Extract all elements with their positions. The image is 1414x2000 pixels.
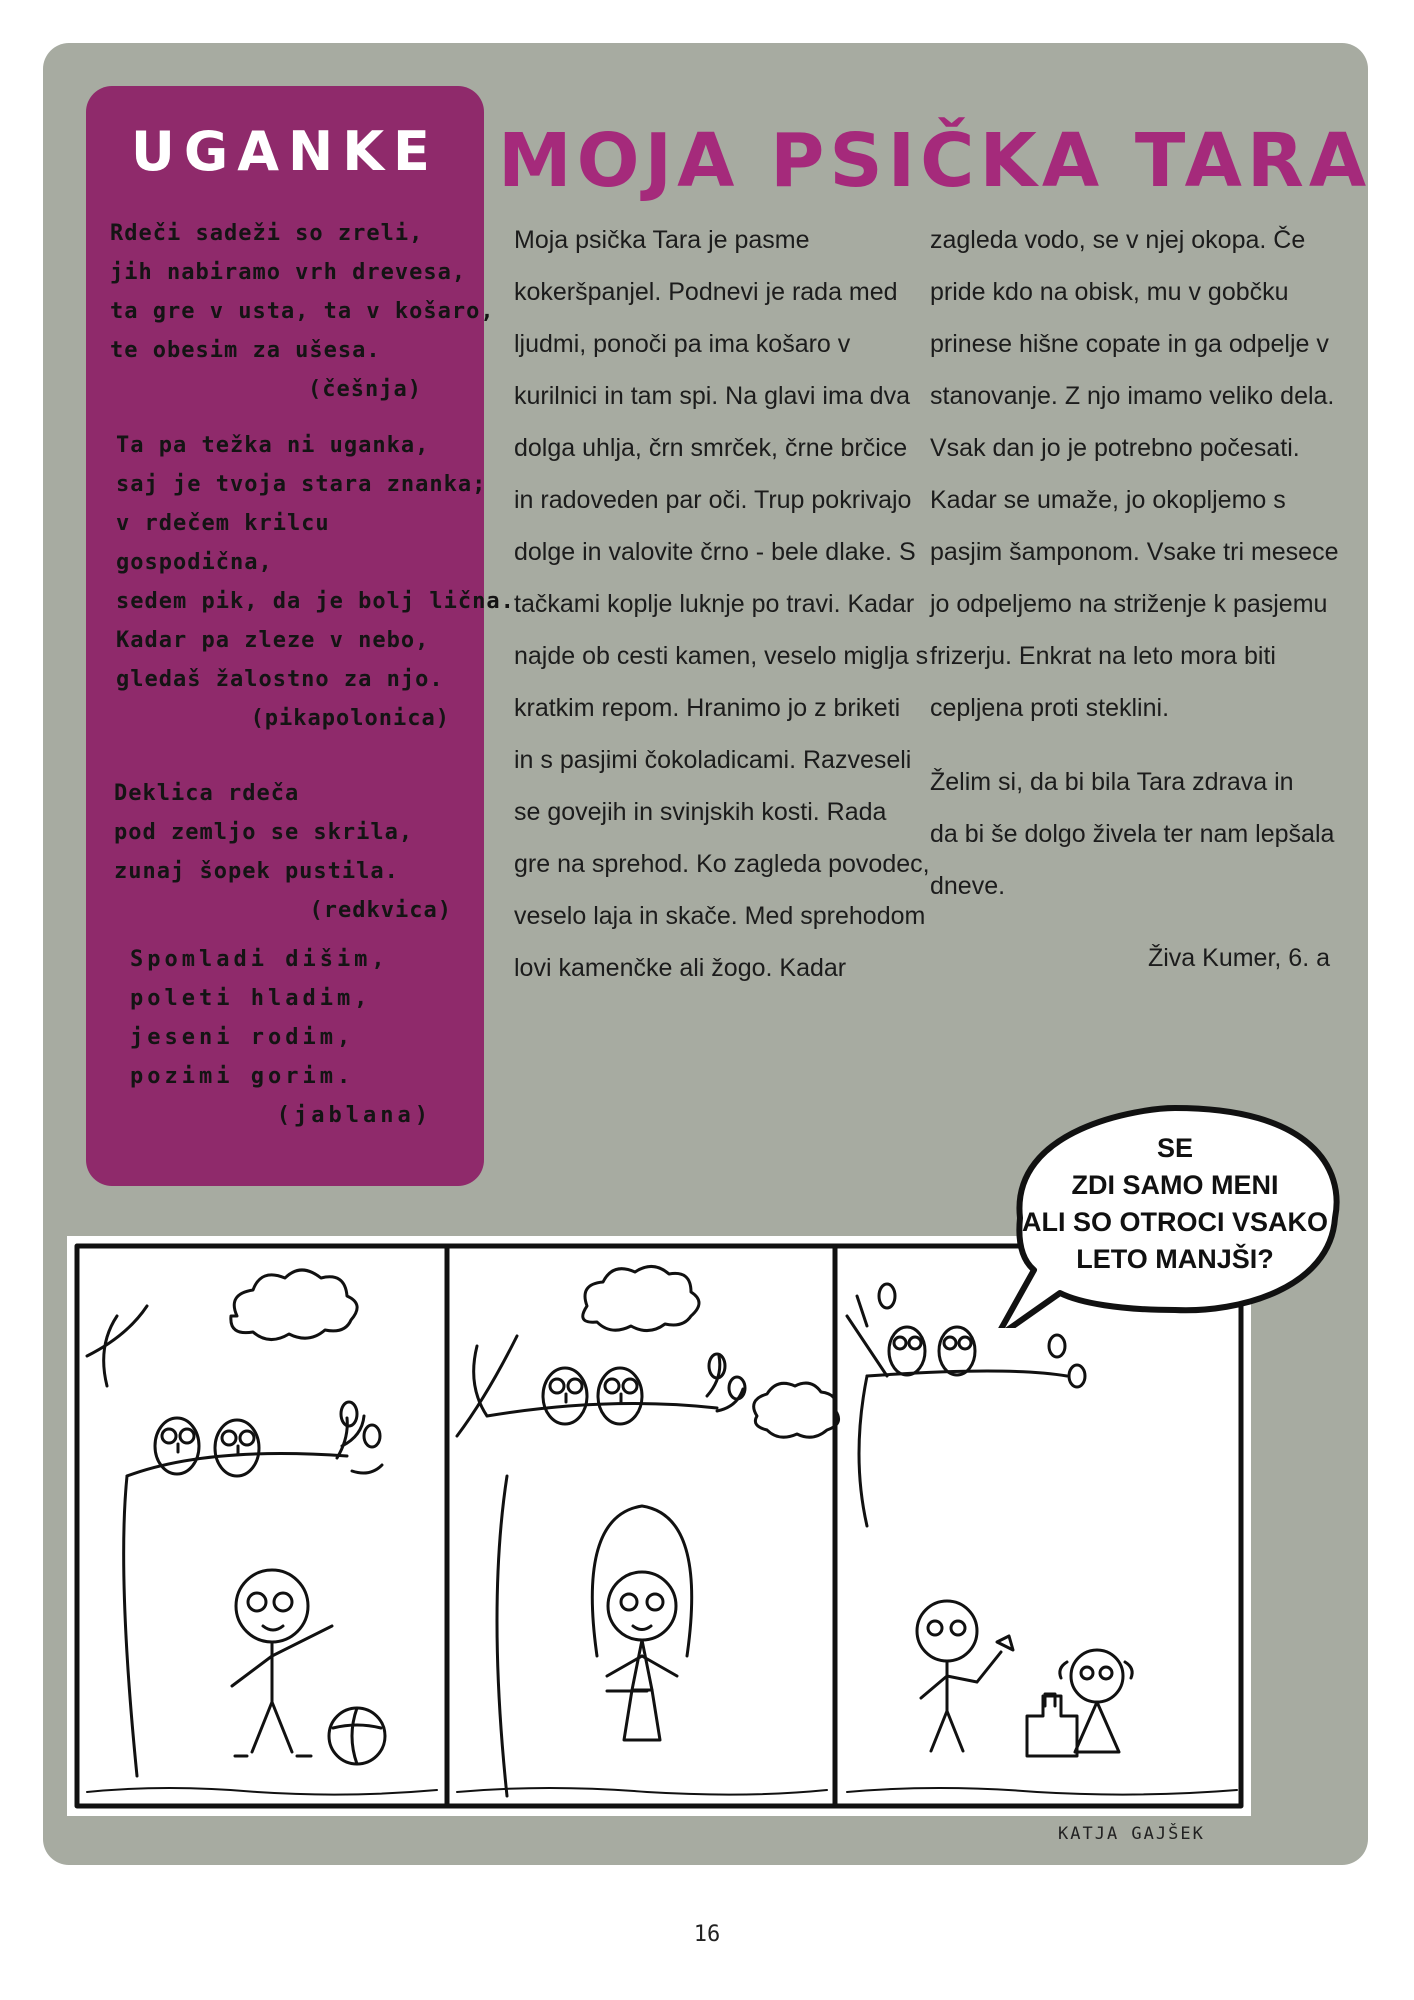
story-line: prinese hišne copate in ga odpelje v — [930, 330, 1329, 358]
story-title: MOJA PSIČKA TARA — [498, 118, 1372, 204]
story-line: stanovanje. Z njo imamo veliko dela. — [930, 382, 1335, 410]
speech-line: LETO MANJŠI? — [1076, 1244, 1274, 1274]
story-line: in radoveden par oči. Trup pokrivajo — [514, 486, 912, 514]
riddle-line: Deklica rdeča — [114, 781, 300, 806]
story-line: dolga uhlja, črn smrček, črne brčice — [514, 434, 908, 462]
story-line: gre na sprehod. Ko zagleda povodec, — [514, 850, 930, 878]
story-column-2 — [930, 214, 1339, 734]
story-line: kokeršpanjel. Podnevi je rada med — [514, 278, 898, 306]
riddle-2 — [116, 426, 515, 738]
story-line: da bi še dolgo živela ter nam lepšala — [930, 820, 1335, 848]
story-line: lovi kamenčke ali žogo. Kadar — [514, 954, 847, 982]
story-line: pride kdo na obisk, mu v gobčku — [930, 278, 1289, 306]
story-author: Živa Kumer, 6. a — [1147, 944, 1330, 972]
riddle-answer: (pikapolonica) — [250, 706, 450, 731]
story-line: se govejih in svinjskih kosti. Rada — [514, 798, 887, 826]
story-column-1 — [514, 214, 930, 994]
story-line: kratkim repom. Hranimo jo z briketi — [514, 694, 901, 722]
story-line: in s pasjimi čokoladicami. Razveseli — [514, 746, 912, 774]
riddle-1 — [110, 214, 495, 409]
riddle-line: jeseni rodim, — [130, 1025, 355, 1050]
story-line: veselo laja in skače. Med sprehodom — [514, 902, 926, 930]
riddle-line: jih nabiramo vrh drevesa, — [110, 260, 467, 285]
story-line: pasjim šamponom. Vsake tri mesece — [930, 538, 1339, 566]
story-line: dneve. — [930, 872, 1006, 900]
story-line: cepljena proti steklini. — [930, 694, 1170, 722]
riddle-line: gospodična, — [116, 550, 273, 575]
riddle-3 — [114, 774, 452, 930]
story-line: Kadar se umaže, jo okopljemo s — [930, 486, 1286, 514]
riddle-answer: (redkvica) — [309, 898, 452, 923]
riddle-line: Ta pa težka ni uganka, — [116, 433, 430, 458]
story-wish — [930, 756, 1335, 912]
speech-line: ALI SO OTROCI VSAKO — [1021, 1207, 1329, 1237]
story-line: frizerju. Enkrat na leto mora biti — [930, 642, 1276, 670]
story-line: tačkami koplje luknje po travi. Kadar — [514, 590, 915, 618]
riddle-line: v rdečem krilcu — [116, 511, 330, 536]
riddle-line: te obesim za ušesa. — [110, 338, 381, 363]
page-number: 16 — [693, 1922, 721, 1947]
riddle-line: poleti hladim, — [130, 986, 372, 1011]
story-line: najde ob cesti kamen, veselo miglja s — [514, 642, 929, 670]
story-line: zagleda vodo, se v njej okopa. Če — [930, 226, 1306, 254]
riddles-title: UGANKE — [131, 120, 439, 183]
riddle-line: Rdeči sadeži so zreli, — [110, 221, 424, 246]
riddle-answer: (jablana) — [276, 1103, 432, 1128]
story-line: kurilnici in tam spi. Na glavi ima dva — [514, 382, 910, 410]
riddle-line: gledaš žalostno za njo. — [116, 667, 444, 692]
story-line: Vsak dan jo je potrebno počesati. — [930, 434, 1300, 462]
riddle-line: Kadar pa zleze v nebo, — [116, 628, 430, 653]
speech-line: ZDI SAMO MENI — [1071, 1170, 1279, 1200]
story-line: ljudmi, ponoči pa ima košaro v — [514, 330, 851, 358]
story-line: dolge in valovite črno - bele dlake. S — [514, 538, 916, 566]
story-line: jo odpeljemo na striženje k pasjemu — [930, 590, 1328, 618]
riddle-line: ta gre v usta, ta v košaro, — [110, 299, 495, 324]
riddle-line: pozimi gorim. — [130, 1064, 355, 1089]
speech-bubble-text — [1010, 1130, 1340, 1278]
riddle-answer: (češnja) — [308, 377, 422, 402]
story-line: Moja psička Tara je pasme — [514, 226, 810, 254]
riddle-line: zunaj šopek pustila. — [114, 859, 399, 884]
riddle-line: pod zemljo se skrila, — [114, 820, 414, 845]
riddle-line: Spomladi dišim, — [130, 947, 389, 972]
speech-line: SE — [1156, 1133, 1194, 1163]
comic-credit: KATJA GAJŠEK — [1058, 1824, 1205, 1844]
riddle-line: sedem pik, da je bolj lična. — [116, 589, 515, 614]
riddle-line: saj je tvoja stara znanka; — [116, 472, 487, 497]
story-line: Želim si, da bi bila Tara zdrava in — [930, 768, 1294, 796]
riddle-4 — [130, 940, 432, 1135]
